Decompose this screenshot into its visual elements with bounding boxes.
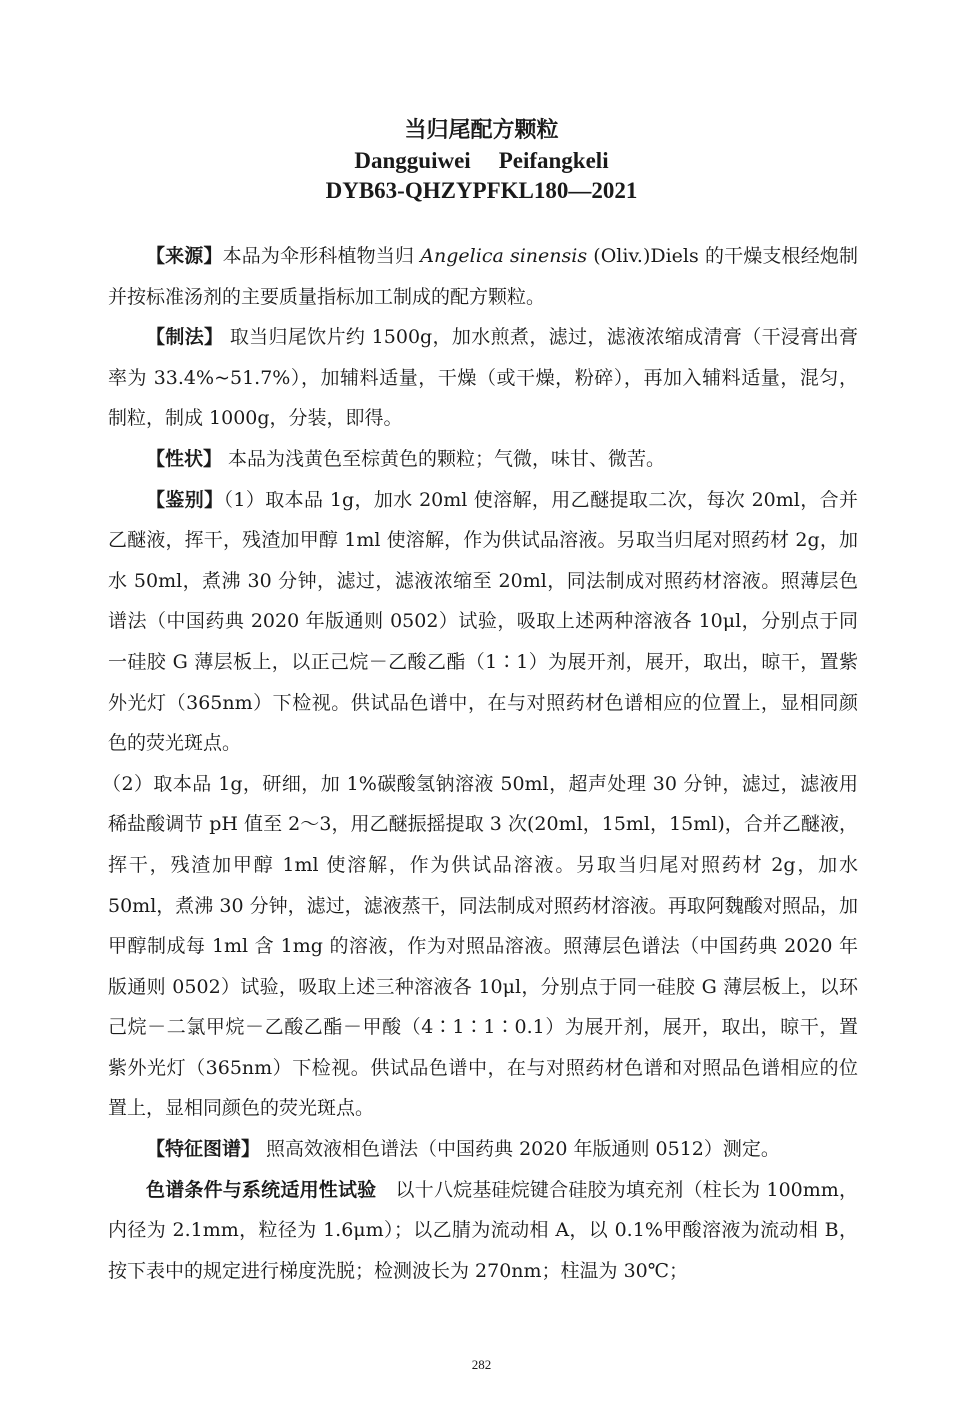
identification-paragraph-2 <box>102 764 858 1129</box>
character-heading: 【性状】 <box>146 447 223 470</box>
fingerprint-paragraph <box>108 1129 858 1170</box>
title-pinyin-word-2: Peifangkeli <box>498 148 609 173</box>
title-pinyin <box>0 146 963 176</box>
standard-code: DYB63-QHZYPFKL180—2021 <box>325 178 638 203</box>
document-body <box>102 236 858 1291</box>
chromatography-heading: 色谱条件与系统适用性试验 <box>146 1178 377 1201</box>
source-text-pre: 本品为伞形科植物当归 <box>222 245 421 267</box>
source-latin-name: Angelica sinensis <box>420 245 588 267</box>
fingerprint-text: 照高效液相色谱法（中国药典 2020 年版通则 0512）测定。 <box>260 1138 780 1161</box>
character-paragraph <box>108 439 858 480</box>
title-pinyin-word-1: Dangguiwei <box>354 148 471 173</box>
chromatography-text: 以十八烷基硅烷键合硅胶为填充剂（柱长为 100mm，内径为 2.1mm，粒径为 1.6μm）；以乙腈为流动相 A，以 0.1%甲酸溶液为流动相 B，按下表中的规定进行梯度洗脱；检测波长为 270nm；柱温为 30℃； <box>108 1178 858 1282</box>
chromatography-paragraph <box>108 1170 858 1292</box>
identification-text-2: （2）取本品 1g，研细，加 1%碳酸氢钠溶液 50ml，超声处理 30 分钟，滤过，滤液用稀盐酸调节 pH 值至 2～3，用乙醚振摇提取 3 次(20ml，15ml，15ml)，合并乙醚液，挥干，残渣加甲醇 1ml 使溶解，作为供试品溶液。另取当归尾对照药材 2g，加水 50ml，煮沸 30 分钟，滤过，滤液蒸干，同法制成对照药材溶液。再取阿魏酸对照品，加甲醇制成每 1ml 含 1mg 的溶液，作为对照品溶液。照薄层色谱法（中国药典 2020 年版通则 0502）试验，吸取上述三种溶液各 10μl，分别点于同一硅胶 G 薄层板上，以环己烷－二氯甲烷－乙酸乙酯－甲酸（4∶1∶1∶0.1）为展开剂，展开，取出，晾干，置紫外光灯（365nm）下检视。供试品色谱中，在与对照药材色谱和对照品色谱相应的位置上，显相同颜色的荧光斑点。 <box>102 772 858 1120</box>
title-block <box>0 116 963 206</box>
method-text: 取当归尾饮片约 1500g，加水煎煮，滤过，滤液浓缩成清膏（干浸膏出膏率为 33.4%~51.7%），加辅料适量，干燥（或干燥，粉碎），再加入辅料适量，混匀，制粒，制成 1000g，分装，即得。 <box>108 326 858 430</box>
identification-heading: 【鉴别】 <box>146 488 224 511</box>
source-heading: 【来源】 <box>146 245 223 267</box>
fingerprint-heading: 【特征图谱】 <box>146 1138 261 1161</box>
character-text: 本品为浅黄色至棕黄色的颗粒；气微，味甘、微苦。 <box>222 447 666 470</box>
title-chinese: 当归尾配方颗粒 <box>404 118 559 143</box>
method-heading: 【制法】 <box>146 326 224 349</box>
method-paragraph <box>108 317 858 439</box>
source-text-post: (Oliv.)Diels 的干燥支根经炮制并按标准汤剂的主要质量指标加工制成的配方颗粒。 <box>108 245 858 308</box>
identification-paragraph-1 <box>108 480 858 764</box>
identification-text-1: （1）取本品 1g，加水 20ml 使溶解，用乙醚提取二次，每次 20ml，合并乙醚液，挥干，残渣加甲醇 1ml 使溶解，作为供试品溶液。另取当归尾对照药材 2g，加水 50ml，煮沸 30 分钟，滤过，滤液浓缩至 20ml，同法制成对照药材溶液。照薄层色谱法（中国药典 2020 年版通则 0502）试验，吸取上述两种溶液各 10μl，分别点于同一硅胶 G 薄层板上，以正己烷－乙酸乙酯（1∶1）为展开剂，展开，取出，晾干，置紫外光灯（365nm）下检视。供试品色谱中，在与对照药材色谱相应的位置上，显相同颜色的荧光斑点。 <box>108 488 858 755</box>
page-number: 282 <box>471 1357 492 1372</box>
source-paragraph <box>108 236 858 317</box>
